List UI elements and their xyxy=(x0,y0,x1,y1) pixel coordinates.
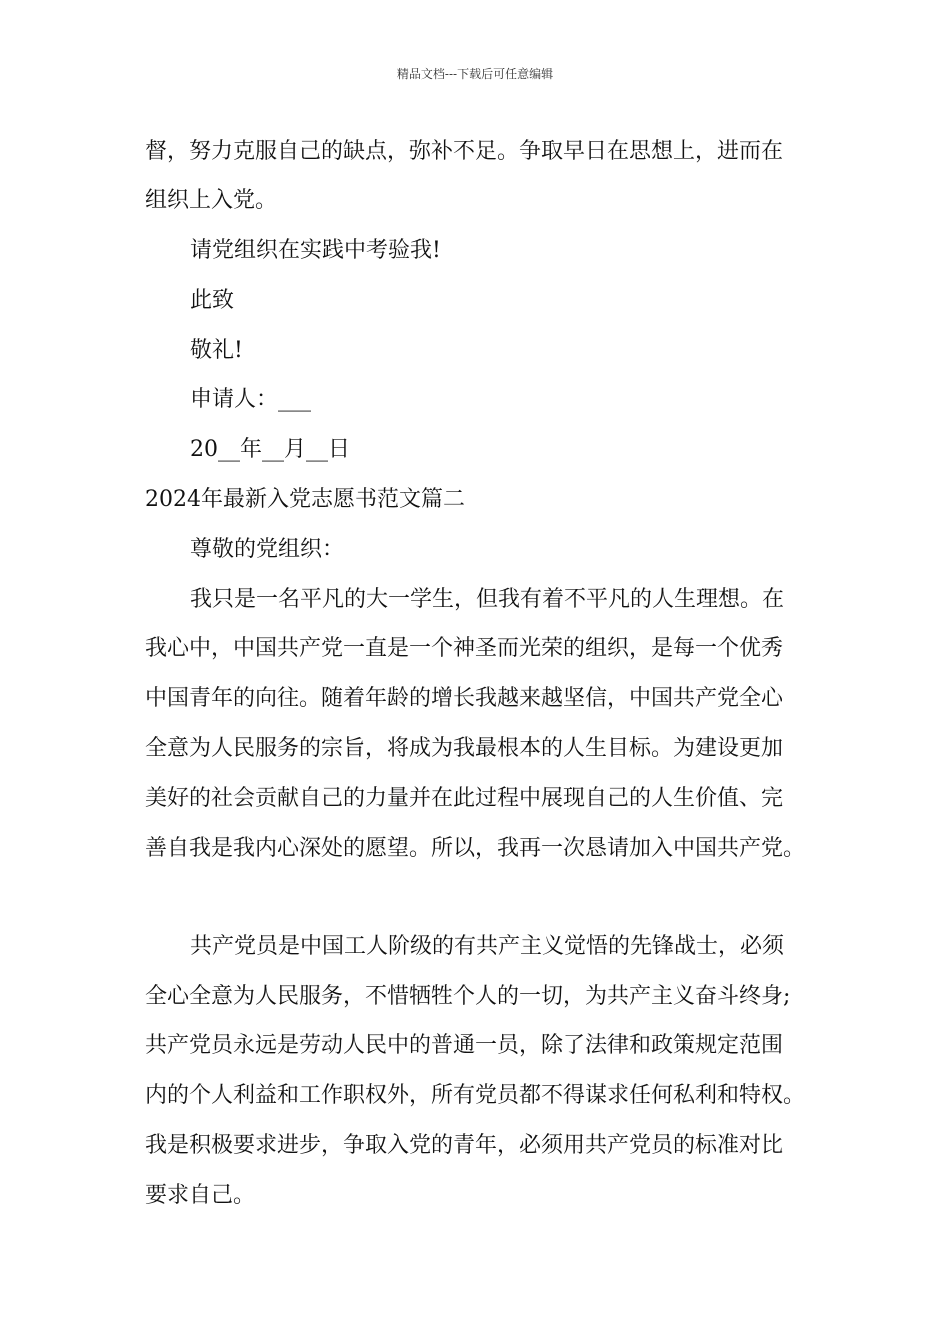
body-line: 共产党员永远是劳动人民中的普通一员，除了法律和政策规定范围 xyxy=(145,1033,784,1058)
body-line: 善自我是我内心深处的愿望。所以，我再一次恳请加入中国共产党。 xyxy=(145,836,806,861)
body-line: 我只是一名平凡的大一学生，但我有着不平凡的人生理想。在 xyxy=(190,587,785,612)
body-line: 组织上入党。 xyxy=(145,188,278,213)
body-line: 请党组织在实践中考验我! xyxy=(190,238,441,263)
body-line: 要求自己。 xyxy=(145,1183,256,1208)
page-header: 精品文档---下载后可任意编辑 xyxy=(396,67,554,81)
section-title: 2024年最新入党志愿书范文篇二 xyxy=(145,487,465,512)
salutation: 尊敬的党组织： xyxy=(190,537,345,562)
body-line: 美好的社会贡献自己的力量并在此过程中展现自己的人生价值、完 xyxy=(145,786,784,811)
body-line: 全意为人民服务的宗旨，将成为我最根本的人生目标。为建设更加 xyxy=(145,736,784,761)
body-line: 中国青年的向往。随着年龄的增长我越来越坚信，中国共产党全心 xyxy=(145,686,784,711)
body-line: 共产党员是中国工人阶级的有共产主义觉悟的先锋战士，必须 xyxy=(190,934,785,959)
body-line: 督，努力克服自己的缺点，弥补不足。争取早日在思想上，进而在 xyxy=(145,139,784,164)
applicant-line: 申请人：___ xyxy=(190,387,312,412)
date-line: 20__年__月__日 xyxy=(190,437,350,462)
closing-line: 敬礼! xyxy=(190,338,243,363)
body-line: 我心中，中国共产党一直是一个神圣而光荣的组织，是每一个优秀 xyxy=(145,636,784,661)
body-line: 内的个人利益和工作职权外，所有党员都不得谋求任何私利和特权。 xyxy=(145,1083,806,1108)
body-line: 我是积极要求进步，争取入党的青年，必须用共产党员的标准对比 xyxy=(145,1133,784,1158)
body-line: 全心全意为人民服务，不惜牺牲个人的一切，为共产主义奋斗终身; xyxy=(145,984,791,1009)
closing-line: 此致 xyxy=(190,288,235,313)
